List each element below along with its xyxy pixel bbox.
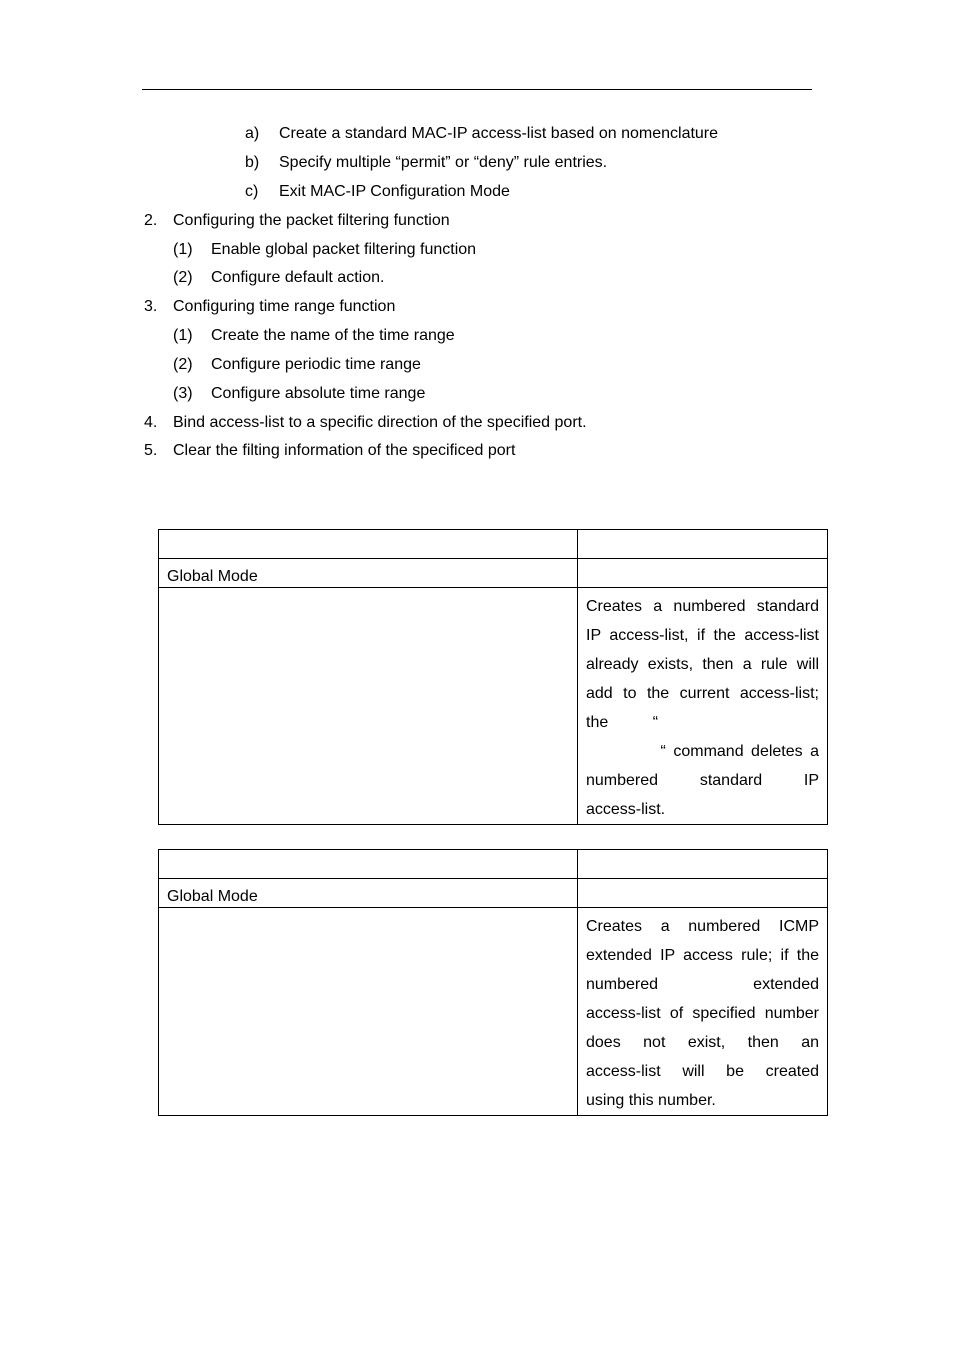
list-marker: c) [245,183,259,200]
command-table [158,529,828,825]
description-line: numbered standard IP [586,772,819,789]
list-item [173,240,477,260]
list-marker: (1) [173,241,193,258]
list-item [173,268,385,288]
description-line: access-list of specified number [586,1005,819,1022]
list-marker: a) [245,125,260,142]
list-item [245,124,719,144]
table-cell [578,879,828,908]
list-text: Configuring time range function [173,298,396,315]
description-line: access-list. [586,801,666,818]
list-item [144,211,450,231]
table-row [159,908,828,1116]
table-cell [578,530,828,559]
list-text: Bind access-list to a specific direction of the specified port. [173,414,587,431]
list-marker: (2) [173,269,193,286]
description-line: Creates a numbered ICMP [586,918,819,935]
list-text: Exit MAC-IP Configuration Mode [279,183,510,200]
table-cell [159,850,578,879]
description-line: access-list will be created [586,1063,819,1080]
list-marker: (3) [173,385,193,402]
table-cell [159,530,578,559]
description-line: IP access-list, if the access-list [586,627,819,644]
list-text: Configure default action. [211,269,385,286]
list-text: Specify multiple “permit” or “deny” rule entries. [279,154,608,171]
description-line: the “ [586,714,659,731]
list-item [245,153,608,173]
list-text: Create a standard MAC-IP access-list based on nomenclature [279,125,719,142]
mode-cell: Global Mode [159,559,578,588]
table-cell [578,850,828,879]
list-item [144,297,396,317]
mode-cell: Global Mode [159,879,578,908]
list-item [173,355,421,375]
description-cell [578,908,828,1116]
command-cell [159,908,578,1116]
command-table [158,849,828,1116]
list-text: Configure periodic time range [211,356,421,373]
command-cell [159,588,578,825]
table-row [159,588,828,825]
list-text: Configuring the packet filtering function [173,212,450,229]
list-marker: (2) [173,356,193,373]
description-line: add to the current access-list; [586,685,819,702]
list-text: Enable global packet filtering function [211,241,477,258]
table-cell [578,559,828,588]
description-line: Creates a numbered standard [586,598,819,615]
list-item [173,326,455,346]
list-item [173,384,426,404]
description-line: extended IP access rule; if the [586,947,819,964]
list-marker: 5. [144,442,158,459]
table-row [159,879,828,908]
list-text: Create the name of the time range [211,327,455,344]
description-line: does not exist, then an [586,1034,819,1051]
list-marker: (1) [173,327,193,344]
list-marker: 3. [144,298,158,315]
list-item [245,182,510,202]
list-item [144,413,587,433]
list-marker: 4. [144,414,158,431]
list-marker: 2. [144,212,158,229]
description-line: “ command deletes a [586,743,819,760]
list-item [144,441,516,461]
description-line: already exists, then a rule will [586,656,819,673]
table-row [159,559,828,588]
list-marker: b) [245,154,260,171]
description-line: numbered extended [586,976,819,993]
description-cell [578,588,828,825]
description-line: using this number. [586,1092,716,1109]
list-text: Clear the filting information of the specificed port [173,442,516,459]
list-text: Configure absolute time range [211,385,426,402]
table-row [159,850,828,879]
table-row [159,530,828,559]
header-rule [142,89,812,90]
